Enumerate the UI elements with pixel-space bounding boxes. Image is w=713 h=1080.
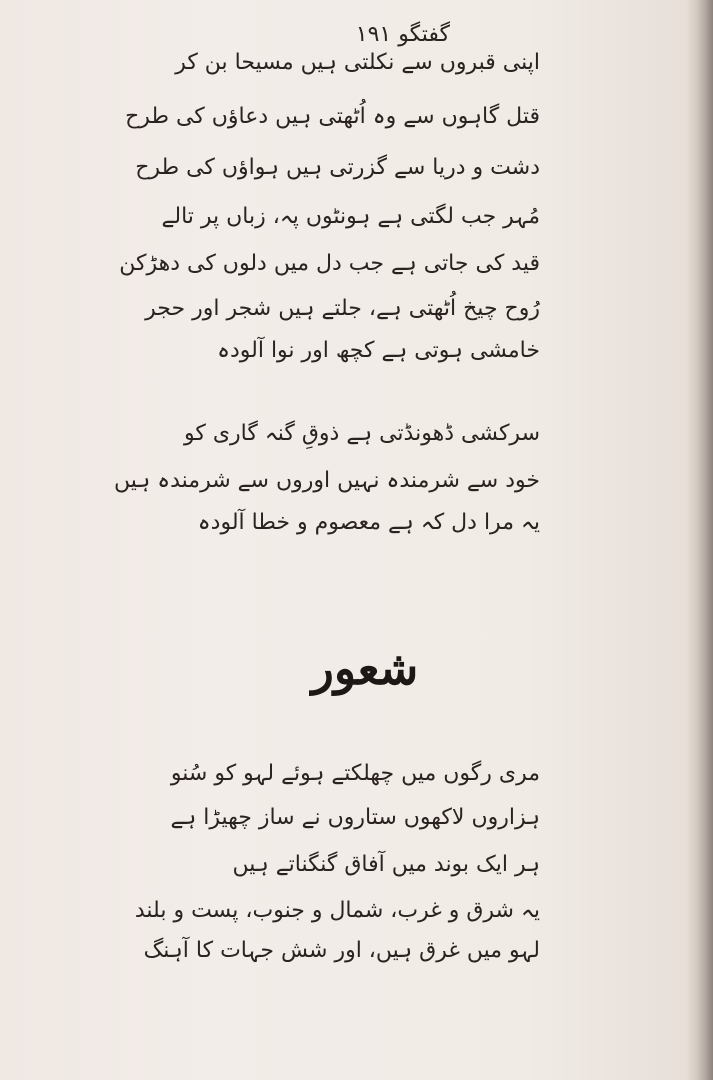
poem-line: لہو میں غرق ہیں، اور شش جہات کا آہنگ — [143, 938, 540, 963]
poem-line: قید کی جاتی ہے جب دل میں دلوں کی دھڑکن — [119, 251, 540, 276]
poem-line: اپنی قبروں سے نکلتی ہیں مسیحا بن کر — [175, 50, 540, 75]
poem-line: ہزاروں لاکھوں ستاروں نے ساز چھیڑا ہے — [170, 805, 540, 830]
poem-line: مری رگوں میں چھلکتے ہوئے لہو کو سُنو — [170, 761, 540, 786]
poem-line: ہر ایک بوند میں آفاق گنگناتے ہیں — [232, 852, 540, 877]
page-header: گفتگو ۱۹۱ — [355, 22, 450, 47]
poem-line: خامشی ہوتی ہے کچھ اور نوا آلودہ — [217, 338, 540, 363]
poem-line: رُوح چیخ اُٹھتی ہے، جلتے ہیں شجر اور حجر — [145, 296, 540, 321]
poem-line: خود سے شرمندہ نہیں اوروں سے شرمندہ ہیں — [113, 468, 540, 493]
poem-line: دشت و دریا سے گزرتی ہیں ہواؤں کی طرح — [135, 155, 540, 180]
poem-line: یہ مرا دل کہ ہے معصوم و خطا آلودہ — [197, 510, 540, 535]
poem-line: یہ شرق و غرب، شمال و جنوب، پست و بلند — [134, 898, 540, 923]
book-spine — [698, 0, 713, 1080]
poem-line: سرکشی ڈھونڈتی ہے ذوقِ گنہ گاری کو — [184, 421, 540, 446]
poem-line: قتل گاہوں سے وہ اُٹھتی ہیں دعاؤں کی طرح — [125, 104, 540, 129]
section-title: شعور — [311, 641, 419, 695]
poem-line: مُہر جب لگتی ہے ہونٹوں پہ، زباں پر تالے — [161, 204, 540, 229]
